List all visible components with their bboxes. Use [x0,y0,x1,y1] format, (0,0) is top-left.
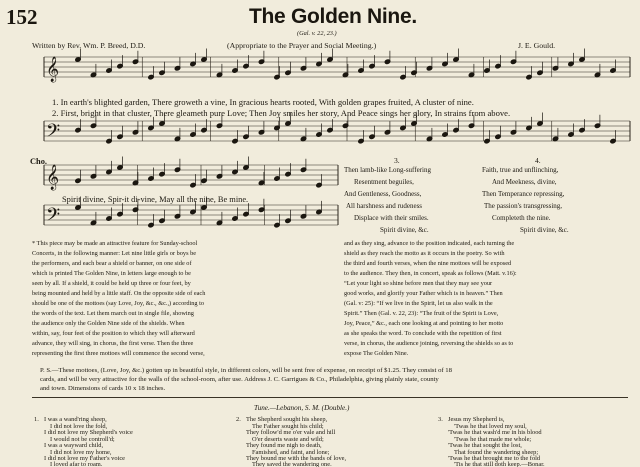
clef-icon: 𝄞 [46,57,60,82]
verse-4-line: Then Temperance repressing, [482,190,565,198]
footnote-line: Spirit.” Then (Gal. v. 22, 23): “The fruit of the Spirit is Love, [344,310,499,317]
hymn-line: I loved afar to roam. [50,460,103,467]
clef-icon: 𝄢 [46,121,61,146]
hymn-line: I was a wayward child, [44,442,104,449]
hymn-verse-number: 1. [34,416,39,423]
hymn-line: 'Twas he that loved my soul, [454,422,527,430]
verse-4-line: And Meekness, divine, [492,178,557,186]
hymn-line: The Father sought his child; [252,422,324,430]
footnote-line: the words of the text. Let them march out in single file, showing [32,310,194,317]
footnote-line: representing the first three mottoes will commence the second verse, [32,350,205,357]
footnote-line: to the audience. They then, in concert, speak as follows (Matt. v.16): [344,270,517,277]
footnote-line: which is printed The Golden Nine, in letters large enough to be [32,270,191,277]
ps-line: P. S.—These mottoes, (Love, Joy, &c.) gotten up in beautiful style, in different colors, will be sent free of expense, on receipt of $1.25. They consist of 18 [40,367,452,374]
hymn-line: I was a wand'ring sheep, [44,416,107,423]
hymn-line: That found the wandering sheep; [454,448,539,456]
footnote-line: Concerts, in the following manner: Let nine little girls or boys be [32,250,197,257]
footnote-line: the audience only the Golden Nine side of the shields. When [32,320,185,327]
verse-3-number: 3. [394,156,400,165]
ps-line: and town. Dimensions of cards 10 x 18 inches. [40,385,166,392]
footnote-line: shield as they reach the motto as it occurs in the poetry. So with [344,250,505,257]
footnote-line: the third and fourth verses, when the nine mottoes will be exposed [344,260,512,267]
verse-3-line: Then lamb-like Long-suffering [344,166,431,174]
footnote-line: as she speaks the word. To conclude with the repetition of first [344,330,502,337]
words-credit: Written by Rev. Wm. P. Breed, D.D. [32,41,146,50]
verse-4-line: Completeth the nine. [492,214,551,222]
footnote-line: good works, and glorify your Father which is in heaven.” Then [344,290,503,297]
hymn-line: 'Twas he that sought the lost, [448,442,522,449]
hymn-line: I did not love my home, [50,448,112,456]
verse-3-line: Resentment beguiles, [354,178,414,186]
verse-4-line: Spirit divine, &c. [520,226,569,234]
hymn-line: I did not love my Shepherd's voice [44,429,133,436]
footnote-line: seen by all. If a shield, it could be held up three or four feet, by [32,280,191,287]
footnote-line: the performers, and each bear a shield or banner, on one side of [32,260,192,267]
hymn-line: I did not love the fold, [50,422,108,430]
page-title: The Golden Nine. [249,5,417,28]
hymn-line: 'Twas he that brought me to the fold [448,455,541,462]
footnote-line: * This piece may be made an attractive feature for Sunday-school [32,240,198,247]
section-divider [32,397,628,398]
hymn-verse-number: 2. [236,416,241,423]
hymn-line: They follow'd me o'er vale and hill [246,429,336,436]
hymn-line: They saved the wandering one. [252,460,332,467]
hymn-line: I did not love my Father's voice [44,455,126,462]
verse-4-number: 4. [535,156,541,165]
hymn-line: The Shepherd sought his sheep, [246,416,328,423]
footnote-line: Joy, Peace,” &c., each one looking at and pointing to her motto [344,320,504,327]
footnote-line: “Let your light so shine before men that they may see your [344,280,493,287]
page-number: 152 [6,5,38,29]
verse-4-line: Faith, true and unflinching, [482,166,559,174]
chorus-lyrics: Spirit divine, Spir-it di-vine, May all the nine, Be mine. [62,195,249,204]
hymn-line: 'Tis he that still doth keep.—Bonar. [454,460,545,467]
tune-line: Tune.—Lebanon, S. M. (Double.) [254,404,350,412]
footnote-line: within, say, four feet of the position to which they will afterward [32,330,195,337]
occasion-note: (Appropriate to the Prayer and Social Meeting.) [227,41,377,50]
chorus-label: Cho. [30,157,47,166]
scripture-reference: (Gal. v. 22, 23.) [297,30,337,37]
lyrics-verse-2: 2. First, bright in that cluster, There gleameth pure Love; Then Joy smiles her story, And Peace sings her glory, In strains from above. [52,108,511,118]
clef-icon: 𝄞 [46,165,60,190]
footnote-line: (Gal. v: 25): “If we live in the Spirit, let us also walk in the [344,300,493,307]
hymn-line: They found me nigh to death, [246,442,322,449]
verse-4-line: The passion's transgressing, [484,202,563,210]
verse-3-line: Displace with their smiles. [354,214,429,222]
footnote-line: and as they sing, advance to the position indicated, each turning the [344,240,515,247]
music-credit: J. E. Gould. [518,41,556,50]
hymn-verse-number: 3. [438,416,443,423]
footnote-line: expose The Golden Nine. [344,350,409,357]
lyrics-verse-1: 1. In earth's blighted garden, There groweth a vine, In gracious hearts rooted, With golden grapes fruited, A cluster of nine. [52,97,474,107]
footnote-line: should be one of the mottoes (say Love, Joy, &c., &c.,) according to [32,300,205,307]
verse-3-line: And Gentleness, Goodness, [344,190,422,198]
verse-3-line: Spirit divine, &c. [380,226,429,234]
footnote-line: being mounted and held by a little staff. On the opposite side of each [32,290,206,297]
hymn-line: 'Twas he that wash'd me in his blood [448,429,542,436]
footnote-line: verse, in chorus, the audience joining, reversing the shields so as to [344,340,514,347]
hymn-line: 'Twas he that made me whole; [454,435,532,443]
ps-line: cards, and will be very attractive for the walls of the school-room, after use. Address J. C. Garrigues & Co., Philadelphia, giving plainly state, county [40,376,439,383]
hymn-line: Jesus my Shepherd is, [448,416,505,423]
clef-icon: 𝄢 [46,205,61,230]
verse-3-line: All harshness and rudeness [346,202,423,210]
hymn-line: I would not be controll'd; [50,435,115,443]
hymn-line: They bound me with the bands of love, [246,455,347,462]
footnote-line: advance, they will sing, in chorus, the first verse. Then the three [32,340,194,347]
hymn-line: Famished, and faint, and lone; [252,448,330,456]
hymn-line: O'er deserts waste and wild; [252,435,324,443]
